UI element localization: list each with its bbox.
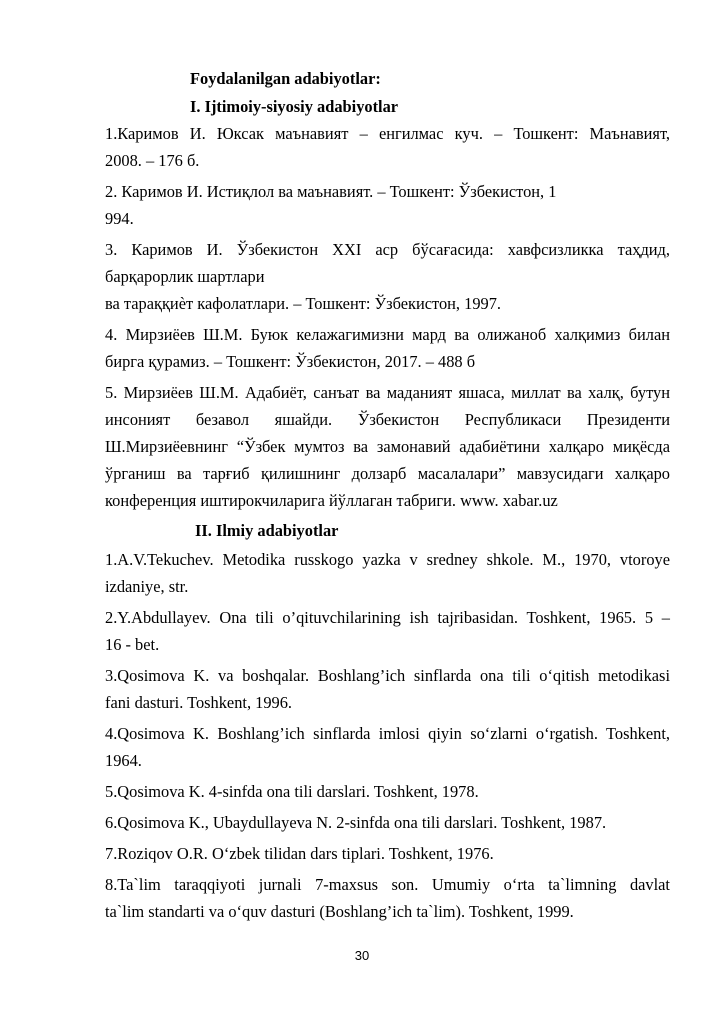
reference-line: инсоният безавол яшайди. Ўзбекистон Республикаси Президенти [105,410,670,429]
reference-line: 16 - bet. [105,635,160,654]
reference-line: 8.Ta`lim taraqqiyoti jurnali 7-maxsus son. Umumiy o‘rta ta`limning davlat [105,875,670,894]
reference-line: 1964. [105,751,142,770]
reference-line: 1.A.V.Tekuchev. Metodika russkogo yazka v sredney shkole. M., 1970, vtoroye [105,550,670,569]
reference-line: Ш.Мирзиёевнинг “Ўзбек мумтоз ва замонавий адабиётини халқаро миқёсда [105,437,670,456]
page-content [105,66,670,929]
reference-line: 2008. – 176 б. [105,151,200,170]
section-heading-social-political: I. Ijtimoiy-siyosiy adabiyotlar [190,97,399,116]
reference-item [105,778,670,805]
reference-line: ва тараққиѐт кафолатлари. – Тошкент: Ўзбекистон, 1997. [105,294,502,313]
reference-line: ta`lim standarti va o‘quv dasturi (Boshlang’ich ta`lim). Toshkent, 1999. [105,902,574,921]
reference-line: 994. [105,209,134,228]
section-heading-scientific: II. Ilmiy adabiyotlar [195,521,339,540]
reference-line: 5. Мирзиёев Ш.М. Адабиёт, санъат ва маданият яшаса, миллат ва халқ, бутун [105,383,670,402]
reference-line: 6.Qosimova K., Ubaydullayeva N. 2-sinfda ona tili darslari. Toshkent, 1987. [105,813,607,832]
reference-line: izdaniye, str. [105,577,189,596]
page-number: 30 [354,948,370,963]
reference-item [105,178,670,232]
reference-line: fani dasturi. Toshkent, 1996. [105,693,293,712]
reference-item [105,871,670,925]
page-title: Foydalanilgan adabiyotlar: [190,69,381,88]
reference-item [105,546,670,600]
reference-item [105,840,670,867]
reference-item [105,809,670,836]
reference-line: ўрганиш ва тарғиб қилишнинг долзарб масалалари” мавзусидаги халқаро [105,464,670,483]
reference-line: 2.Y.Abdullayev. Ona tili o’qituvchilarining ish tajribasidan. Toshkent, 1965. 5 – [105,608,670,627]
reference-line: 1.Каримов И. Юксак маънавият – енгилмас куч. – Тошкент: Маънавият, [105,124,670,143]
reference-item [105,120,670,174]
reference-line: 4.Qosimova K. Boshlang’ich sinflarda imlosi qiyin so‘zlarni o‘rgatish. Toshkent, [105,724,670,743]
reference-line: барқарорлик шартлари [105,267,265,286]
reference-line: 3.Qosimova K. va boshqalar. Boshlang’ich sinflarda ona tili o‘qitish metodikasi [105,666,670,685]
reference-line: конференция иштирокчиларига йўллаган табриги. www. xabar.uz [105,491,558,510]
reference-line: 5.Qosimova K. 4-sinfda ona tili darslari. Toshkent, 1978. [105,782,479,801]
reference-line: 3. Каримов И. Ўзбекистон XXI аср бўсағасида: хавфсизликка таҳдид, [105,240,670,259]
reference-item [105,379,670,514]
reference-item [105,662,670,716]
reference-item [105,604,670,658]
reference-line: 2. Каримов И. Истиқлол ва маънавият. – Тошкент: Ўзбекистон, 1 [105,182,557,201]
reference-line: 7.Roziqov O.R. O‘zbek tilidan dars tiplari. Toshkent, 1976. [105,844,494,863]
reference-line: 4. Мирзиёев Ш.М. Буюк келажагимизни мард ва олижаноб халқимиз билан [105,325,670,344]
reference-line: бирга қурамиз. – Тошкент: Ўзбекистон, 2017. – 488 б [105,352,476,371]
reference-item [105,236,670,317]
reference-item [105,720,670,774]
reference-item [105,321,670,375]
